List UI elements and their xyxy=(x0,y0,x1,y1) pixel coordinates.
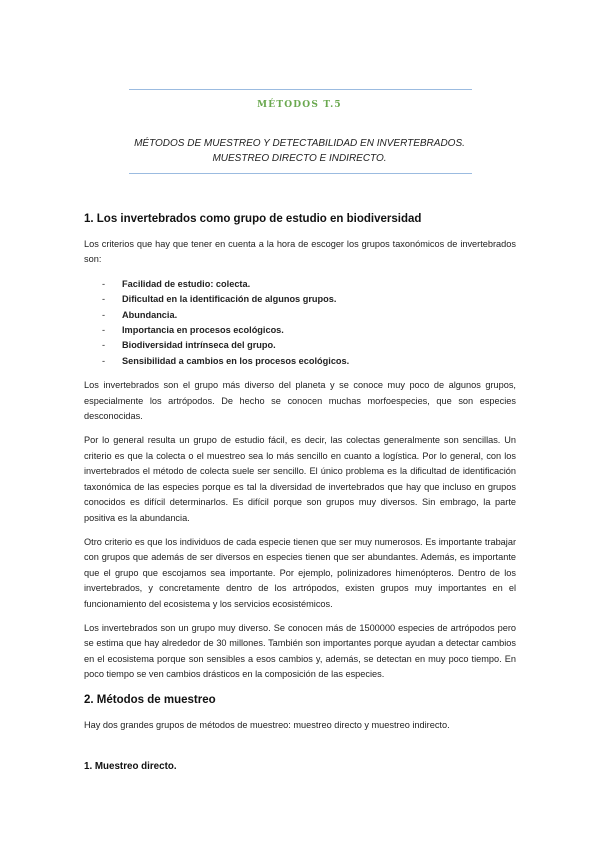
list-item: - Facilidad de estudio: colecta. xyxy=(102,278,251,289)
criteria-list xyxy=(84,277,516,369)
header-bottom-rule xyxy=(129,173,472,174)
list-item: - Sensibilidad a cambios en los procesos ecológicos. xyxy=(102,355,350,366)
document-title: MÉTODOS T.5 xyxy=(257,100,342,110)
subtitle-line-2: MUESTREO DIRECTO E INDIRECTO. xyxy=(212,153,387,164)
paragraph: Los invertebrados son un grupo muy diverso. Se conocen más de 1500000 especies de artrópodos pero se estima que hay alrededor de 30 millones. También son importantes porque ayudan a detectar cambios en el ecosistema porque son sensibles a esos cambios y, además, se detectan en muy poco tiempo. En poco tiempo se ven cambios drásticos en la composición de las especies. xyxy=(84,622,516,680)
section-1-heading: 1. Los invertebrados como grupo de estudio en biodiversidad xyxy=(84,213,422,225)
document-subtitle xyxy=(0,136,599,166)
subsection-heading: 1. Muestreo directo. xyxy=(84,760,177,772)
section-1-intro: Los criterios que hay que tener en cuenta a la hora de escoger los grupos taxonómicos de invertebrados son: xyxy=(84,239,516,265)
section-2-intro: Hay dos grandes grupos de métodos de muestreo: muestreo directo y muestreo indirecto. xyxy=(84,719,450,730)
paragraph: Los invertebrados son el grupo más diverso del planeta y se conoce muy poco de algunos grupos, especialmente los artrópodos. De hecho se conocen muchas morfoespecies, que son especies desconocidas. xyxy=(84,380,516,422)
paragraph: Otro criterio es que los individuos de cada especie tienen que ser muy numerosos. Es importante trabajar con grupos que además de ser diversos en especies tienen que ser abundantes. Además, es importante que el grupo que escojamos sea importante. Por ejemplo, polinizadores himenópteros. Dentro de los invertebrados, y concretamente dentro de los artrópodos, existen grupos muy importantes en el funcionamiento del ecosistema y los servicios ecosistémicos. xyxy=(84,536,516,609)
document-body xyxy=(84,211,516,774)
list-item: - Dificultad en la identificación de algunos grupos. xyxy=(102,294,337,305)
list-item: - Abundancia. xyxy=(102,309,178,320)
list-item: - Biodiversidad intrínseca del grupo. xyxy=(102,340,276,351)
list-item: - Importancia en procesos ecológicos. xyxy=(102,325,284,336)
subtitle-line-1: MÉTODOS DE MUESTREO Y DETECTABILIDAD EN INVERTEBRADOS. xyxy=(134,138,465,149)
header-top-rule xyxy=(129,89,472,90)
section-2-heading: 2. Métodos de muestreo xyxy=(84,693,216,706)
paragraph: Por lo general resulta un grupo de estudio fácil, es decir, las colectas generalmente son sencillas. Un criterio es que la colecta o el muestreo sea lo más sencillo en cuanto a logística. Por lo general, con los invertebrados el método de colecta suele ser sencillo. El único problema es la dificultad de identificación taxonómica de las especies porque es tal la diversidad de invertebrados que hay que incluso en grupos conocidos es difícil determinarlos. Es difícil porque son grupos muy diversos. Sin embrago, la parte positiva es la abundancia. xyxy=(84,435,516,523)
